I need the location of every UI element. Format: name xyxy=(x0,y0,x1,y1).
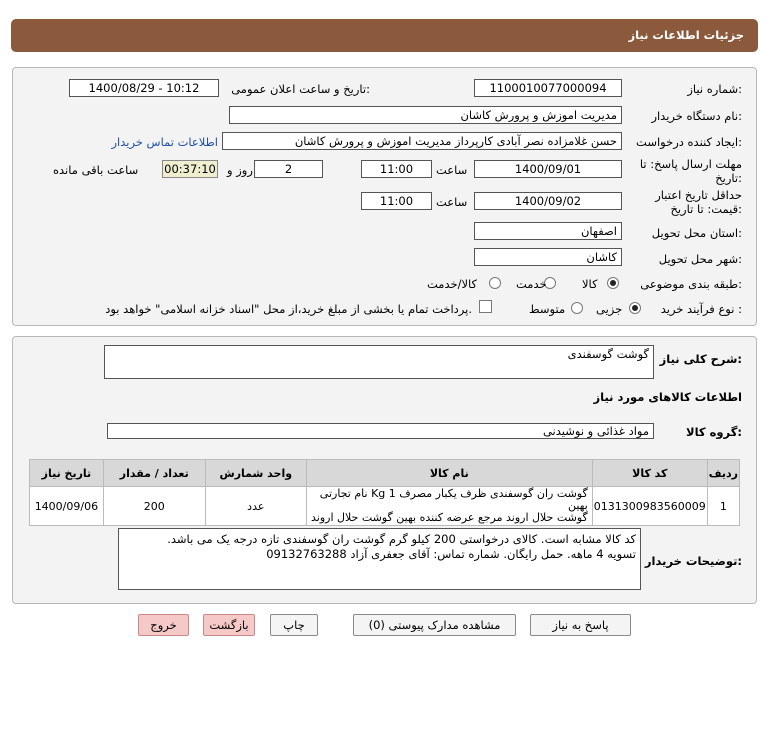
category-label: طبقه بندی موضوعی: xyxy=(640,277,742,291)
process-label: نوع فرآیند خرید : xyxy=(660,302,742,316)
validity-time-field: 11:00 xyxy=(361,192,432,210)
creator-label: ایجاد کننده درخواست: xyxy=(636,135,742,149)
cell-row: 1 xyxy=(707,487,739,526)
treasury-payment-checkbox[interactable] xyxy=(479,300,492,313)
cell-unit: عدد xyxy=(205,487,306,526)
process-radio-minor[interactable] xyxy=(629,302,641,314)
exit-button[interactable]: خروج xyxy=(138,614,189,636)
deadline-date-field: 1400/09/01 xyxy=(474,160,622,178)
buyer-label: نام دستگاه خریدار: xyxy=(651,109,742,123)
deadline-label-1: مهلت ارسال پاسخ: تا xyxy=(639,157,742,171)
col-header-row: ردیف xyxy=(707,460,739,487)
notes-box xyxy=(118,528,641,590)
cell-name-line1: گوشت ران گوسفندی ظرف یکبار مصرف 1 Kg نام تجارتی بهین xyxy=(319,487,588,512)
days-field: 2 xyxy=(254,160,323,178)
days-label: روز و xyxy=(227,163,253,177)
notes-line-2: تسویه 4 ماهه. حمل رایگان. شماره تماس: آقای جعفری آزاد 09132763288 xyxy=(266,547,636,561)
table-row xyxy=(30,487,740,526)
attachments-button[interactable]: مشاهده مدارک پیوستی (0) xyxy=(353,614,516,636)
cell-name-line2: گوشت حلال اروند مرجع عرضه کننده بهین گوشت حلال اروند xyxy=(310,511,588,524)
deadline-label-2: تاریخ: xyxy=(715,171,742,185)
cell-qty: 200 xyxy=(103,487,205,526)
summary-field: گوشت گوسفندی xyxy=(104,345,654,379)
cell-code: 0131300983560009 xyxy=(592,487,707,526)
cell-date: 1400/09/06 xyxy=(30,487,104,526)
validity-label-2: قیمت: تا تاریخ: xyxy=(670,202,742,216)
validity-time-label: ساعت xyxy=(436,195,468,209)
group-label: گروه کالا: xyxy=(686,425,742,439)
buyer-contact-link[interactable]: اطلاعات تماس خریدار xyxy=(111,135,218,149)
notes-line-1: کد کالا مشابه است. کالای درخواستی 200 کیلو گرم گوشت ران گوسفندی تازه درجه یک می باشد. xyxy=(167,532,636,546)
print-button[interactable]: چاپ xyxy=(270,614,318,636)
creator-field: حسن غلامزاده نصر آبادی کارپرداز مدیریت اموزش و پرورش کاشان xyxy=(222,132,622,150)
validity-label-1: حداقل تاریخ اعتبار xyxy=(655,188,742,202)
province-field: اصفهان xyxy=(474,222,622,240)
items-table xyxy=(29,459,740,526)
remaining-time-field: 00:37:10 xyxy=(162,160,218,178)
remaining-time-label: ساعت باقی مانده xyxy=(53,163,139,177)
process-minor-label: جزیی xyxy=(596,302,623,316)
announce-field: 1400/08/29 - 10:12 xyxy=(69,79,219,97)
need-number-field: 1100010077000094 xyxy=(474,79,622,97)
deadline-time-label: ساعت xyxy=(436,163,468,177)
payment-note: پرداخت تمام یا بخشی از مبلغ خرید،از محل "اسناد خزانه اسلامی" خواهد بود. xyxy=(105,302,472,316)
summary-label: شرح کلی نیاز: xyxy=(659,352,742,366)
process-medium-label: متوسط xyxy=(529,302,566,316)
col-header-date: تاریخ نیاز xyxy=(30,460,104,487)
col-header-qty: تعداد / مقدار xyxy=(103,460,205,487)
category-service-label: خدمت xyxy=(516,277,547,291)
group-field: مواد غذائی و نوشیدنی xyxy=(107,423,654,439)
buyer-field: مدیریت اموزش و پرورش کاشان xyxy=(229,106,622,124)
table-header-row xyxy=(30,460,740,487)
cell-name xyxy=(306,487,592,526)
process-radio-medium[interactable] xyxy=(571,302,583,314)
reply-button[interactable]: پاسخ به نیاز xyxy=(530,614,631,636)
category-radio-goods[interactable] xyxy=(607,277,619,289)
col-header-unit: واحد شمارش xyxy=(205,460,306,487)
items-section-title: اطلاعات کالاهای مورد نیاز xyxy=(593,390,742,404)
notes-label: توضیحات خریدار: xyxy=(644,554,742,568)
items-table-wrapper xyxy=(29,459,740,526)
category-goods-label: کالا xyxy=(582,277,598,291)
city-field: کاشان xyxy=(474,248,622,266)
col-header-code: کد کالا xyxy=(592,460,707,487)
category-radio-both[interactable] xyxy=(489,277,501,289)
announce-label: تاریخ و ساعت اعلان عمومی: xyxy=(231,82,370,96)
page-header xyxy=(11,19,758,52)
deadline-time-field: 11:00 xyxy=(361,160,432,178)
col-header-name: نام کالا xyxy=(306,460,592,487)
province-label: استان محل تحویل: xyxy=(651,226,742,240)
back-button[interactable]: بازگشت xyxy=(203,614,255,636)
category-both-label: کالا/خدمت xyxy=(427,277,478,291)
validity-date-field: 1400/09/02 xyxy=(474,192,622,210)
city-label: شهر محل تحویل: xyxy=(658,252,742,266)
need-number-label: شماره نیاز: xyxy=(687,82,742,96)
page-title: جزئیات اطلاعات نیاز xyxy=(628,28,744,42)
